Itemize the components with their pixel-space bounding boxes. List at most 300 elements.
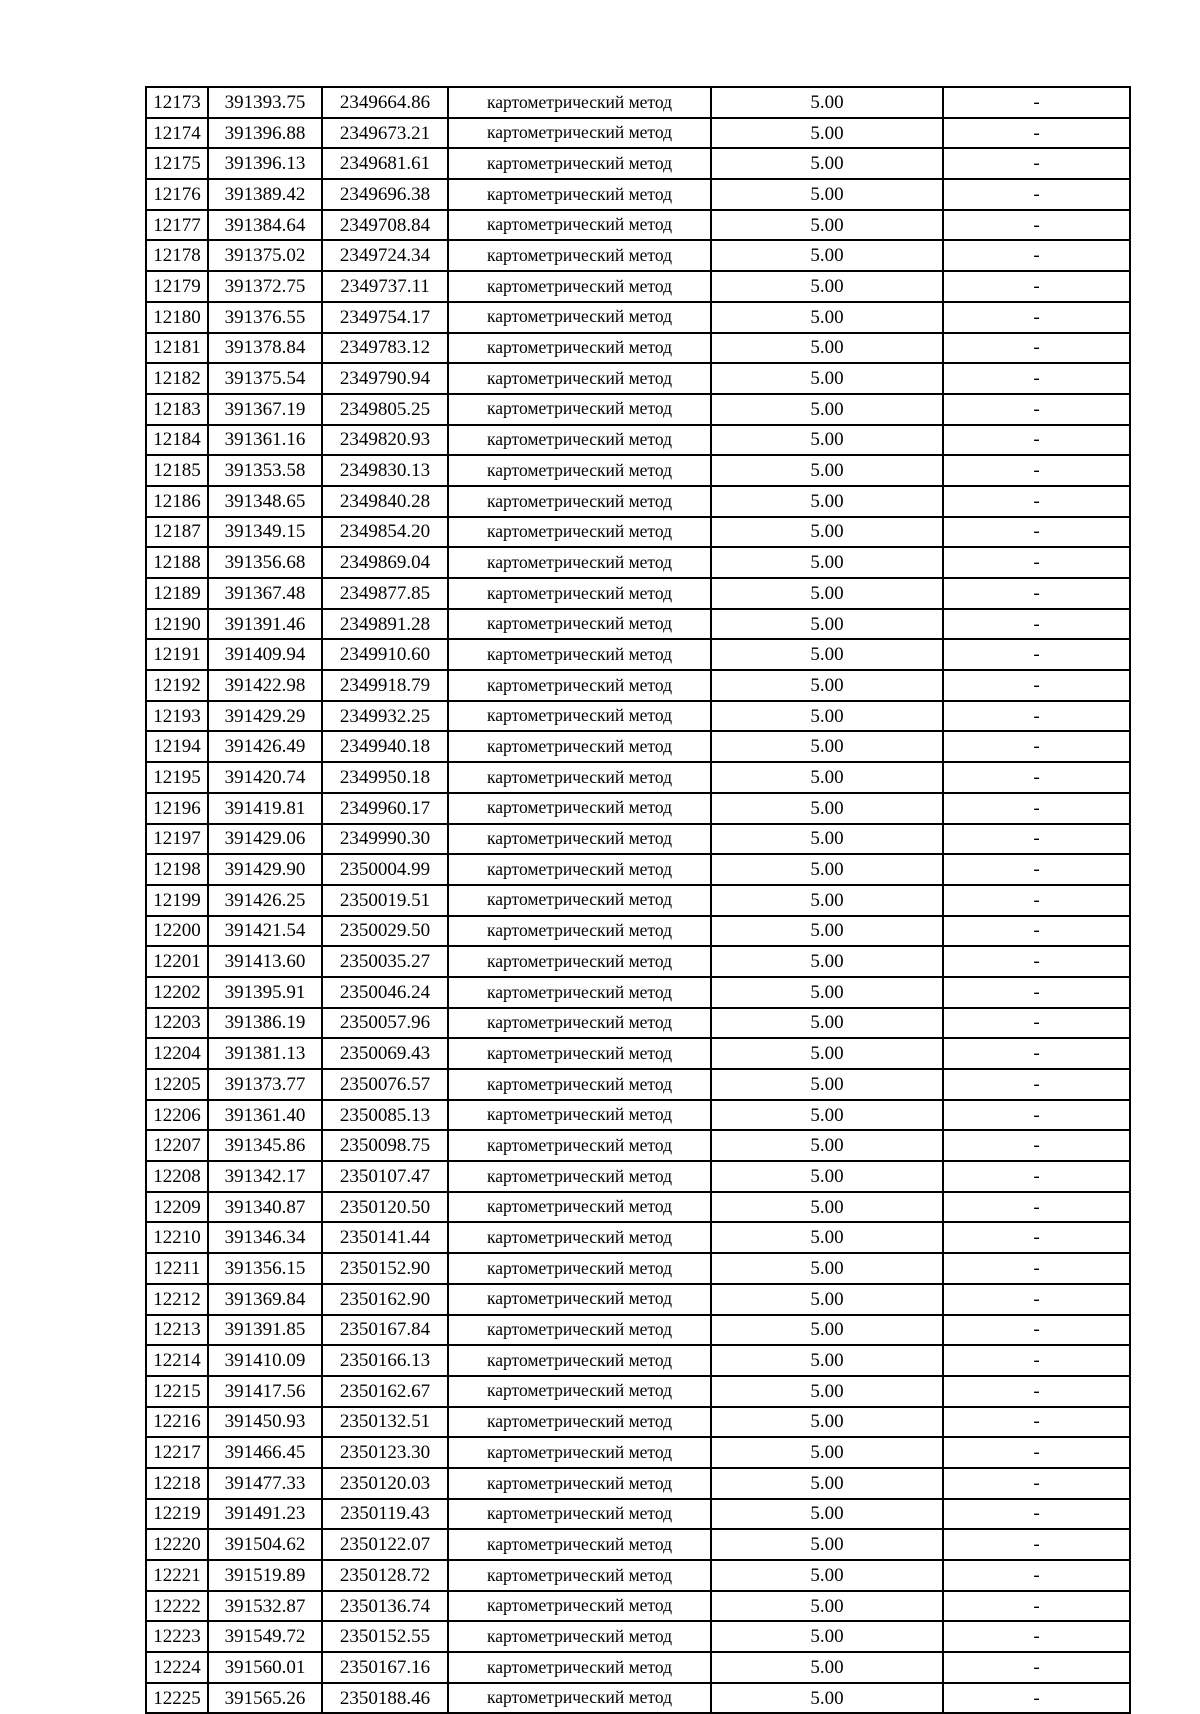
note-cell: - <box>943 701 1130 732</box>
note-cell: - <box>943 639 1130 670</box>
x-coordinate-cell: 391340.87 <box>208 1192 322 1223</box>
note-cell: - <box>943 271 1130 302</box>
accuracy-cell: 5.00 <box>711 1437 943 1468</box>
y-coordinate-cell: 2349696.38 <box>322 179 448 210</box>
method-cell: картометрический метод <box>448 731 711 762</box>
y-coordinate-cell: 2349805.25 <box>322 394 448 425</box>
point-number-cell: 12195 <box>146 762 208 793</box>
note-cell: - <box>943 1652 1130 1683</box>
table-row <box>146 1192 1130 1223</box>
method-cell: картометрический метод <box>448 1437 711 1468</box>
accuracy-cell: 5.00 <box>711 271 943 302</box>
accuracy-cell: 5.00 <box>711 578 943 609</box>
point-number-cell: 12183 <box>146 394 208 425</box>
point-number-cell: 12185 <box>146 455 208 486</box>
coordinates-table-body <box>146 87 1130 1713</box>
note-cell: - <box>943 1621 1130 1652</box>
note-cell: - <box>943 977 1130 1008</box>
note-cell: - <box>943 363 1130 394</box>
method-cell: картометрический метод <box>448 1130 711 1161</box>
y-coordinate-cell: 2350128.72 <box>322 1560 448 1591</box>
method-cell: картометрический метод <box>448 87 711 118</box>
y-coordinate-cell: 2349830.13 <box>322 455 448 486</box>
point-number-cell: 12198 <box>146 854 208 885</box>
x-coordinate-cell: 391396.13 <box>208 148 322 179</box>
point-number-cell: 12194 <box>146 731 208 762</box>
table-row <box>146 1652 1130 1683</box>
y-coordinate-cell: 2350004.99 <box>322 854 448 885</box>
y-coordinate-cell: 2349737.11 <box>322 271 448 302</box>
method-cell: картометрический метод <box>448 854 711 885</box>
y-coordinate-cell: 2349708.84 <box>322 210 448 241</box>
note-cell: - <box>943 1100 1130 1131</box>
y-coordinate-cell: 2350029.50 <box>322 916 448 947</box>
note-cell: - <box>943 731 1130 762</box>
note-cell: - <box>943 87 1130 118</box>
accuracy-cell: 5.00 <box>711 1161 943 1192</box>
y-coordinate-cell: 2350141.44 <box>322 1222 448 1253</box>
point-number-cell: 12225 <box>146 1683 208 1714</box>
x-coordinate-cell: 391353.58 <box>208 455 322 486</box>
point-number-cell: 12196 <box>146 793 208 824</box>
note-cell: - <box>943 670 1130 701</box>
table-row <box>146 1345 1130 1376</box>
note-cell: - <box>943 1529 1130 1560</box>
x-coordinate-cell: 391361.40 <box>208 1100 322 1131</box>
x-coordinate-cell: 391367.48 <box>208 578 322 609</box>
accuracy-cell: 5.00 <box>711 118 943 149</box>
y-coordinate-cell: 2350166.13 <box>322 1345 448 1376</box>
table-row <box>146 240 1130 271</box>
note-cell: - <box>943 1038 1130 1069</box>
y-coordinate-cell: 2349673.21 <box>322 118 448 149</box>
note-cell: - <box>943 455 1130 486</box>
point-number-cell: 12186 <box>146 486 208 517</box>
method-cell: картометрический метод <box>448 1376 711 1407</box>
method-cell: картометрический метод <box>448 1100 711 1131</box>
y-coordinate-cell: 2349910.60 <box>322 639 448 670</box>
accuracy-cell: 5.00 <box>711 425 943 456</box>
table-row <box>146 1591 1130 1622</box>
accuracy-cell: 5.00 <box>711 731 943 762</box>
point-number-cell: 12222 <box>146 1591 208 1622</box>
method-cell: картометрический метод <box>448 271 711 302</box>
point-number-cell: 12217 <box>146 1437 208 1468</box>
point-number-cell: 12182 <box>146 363 208 394</box>
accuracy-cell: 5.00 <box>711 639 943 670</box>
y-coordinate-cell: 2349891.28 <box>322 609 448 640</box>
note-cell: - <box>943 179 1130 210</box>
y-coordinate-cell: 2349820.93 <box>322 425 448 456</box>
x-coordinate-cell: 391345.86 <box>208 1130 322 1161</box>
note-cell: - <box>943 1437 1130 1468</box>
table-row <box>146 731 1130 762</box>
table-row <box>146 1376 1130 1407</box>
point-number-cell: 12189 <box>146 578 208 609</box>
accuracy-cell: 5.00 <box>711 1315 943 1346</box>
note-cell: - <box>943 240 1130 271</box>
x-coordinate-cell: 391375.02 <box>208 240 322 271</box>
table-row <box>146 1499 1130 1530</box>
y-coordinate-cell: 2349918.79 <box>322 670 448 701</box>
table-row <box>146 1560 1130 1591</box>
x-coordinate-cell: 391420.74 <box>208 762 322 793</box>
accuracy-cell: 5.00 <box>711 302 943 333</box>
note-cell: - <box>943 486 1130 517</box>
method-cell: картометрический метод <box>448 148 711 179</box>
table-row <box>146 609 1130 640</box>
table-row <box>146 670 1130 701</box>
method-cell: картометрический метод <box>448 762 711 793</box>
accuracy-cell: 5.00 <box>711 1683 943 1714</box>
x-coordinate-cell: 391342.17 <box>208 1161 322 1192</box>
method-cell: картометрический метод <box>448 1253 711 1284</box>
x-coordinate-cell: 391413.60 <box>208 946 322 977</box>
x-coordinate-cell: 391375.54 <box>208 363 322 394</box>
note-cell: - <box>943 1315 1130 1346</box>
accuracy-cell: 5.00 <box>711 1345 943 1376</box>
x-coordinate-cell: 391466.45 <box>208 1437 322 1468</box>
note-cell: - <box>943 824 1130 855</box>
accuracy-cell: 5.00 <box>711 333 943 364</box>
point-number-cell: 12219 <box>146 1499 208 1530</box>
table-row <box>146 210 1130 241</box>
y-coordinate-cell: 2350120.50 <box>322 1192 448 1223</box>
accuracy-cell: 5.00 <box>711 179 943 210</box>
y-coordinate-cell: 2349932.25 <box>322 701 448 732</box>
accuracy-cell: 5.00 <box>711 824 943 855</box>
y-coordinate-cell: 2350167.84 <box>322 1315 448 1346</box>
method-cell: картометрический метод <box>448 946 711 977</box>
x-coordinate-cell: 391477.33 <box>208 1468 322 1499</box>
y-coordinate-cell: 2350123.30 <box>322 1437 448 1468</box>
point-number-cell: 12220 <box>146 1529 208 1560</box>
table-row <box>146 578 1130 609</box>
method-cell: картометрический метод <box>448 701 711 732</box>
point-number-cell: 12201 <box>146 946 208 977</box>
y-coordinate-cell: 2350152.90 <box>322 1253 448 1284</box>
accuracy-cell: 5.00 <box>711 916 943 947</box>
x-coordinate-cell: 391384.64 <box>208 210 322 241</box>
note-cell: - <box>943 885 1130 916</box>
point-number-cell: 12200 <box>146 916 208 947</box>
point-number-cell: 12205 <box>146 1069 208 1100</box>
note-cell: - <box>943 1468 1130 1499</box>
method-cell: картометрический метод <box>448 578 711 609</box>
y-coordinate-cell: 2350152.55 <box>322 1621 448 1652</box>
x-coordinate-cell: 391565.26 <box>208 1683 322 1714</box>
point-number-cell: 12210 <box>146 1222 208 1253</box>
x-coordinate-cell: 391429.90 <box>208 854 322 885</box>
table-row <box>146 701 1130 732</box>
x-coordinate-cell: 391422.98 <box>208 670 322 701</box>
accuracy-cell: 5.00 <box>711 1652 943 1683</box>
accuracy-cell: 5.00 <box>711 1069 943 1100</box>
method-cell: картометрический метод <box>448 1345 711 1376</box>
x-coordinate-cell: 391410.09 <box>208 1345 322 1376</box>
table-row <box>146 1468 1130 1499</box>
note-cell: - <box>943 118 1130 149</box>
point-number-cell: 12174 <box>146 118 208 149</box>
table-row <box>146 118 1130 149</box>
x-coordinate-cell: 391356.15 <box>208 1253 322 1284</box>
method-cell: картометрический метод <box>448 333 711 364</box>
note-cell: - <box>943 302 1130 333</box>
accuracy-cell: 5.00 <box>711 1008 943 1039</box>
table-row <box>146 1407 1130 1438</box>
method-cell: картометрический метод <box>448 1652 711 1683</box>
accuracy-cell: 5.00 <box>711 670 943 701</box>
x-coordinate-cell: 391378.84 <box>208 333 322 364</box>
note-cell: - <box>943 148 1130 179</box>
note-cell: - <box>943 517 1130 548</box>
table-row <box>146 425 1130 456</box>
y-coordinate-cell: 2349990.30 <box>322 824 448 855</box>
point-number-cell: 12213 <box>146 1315 208 1346</box>
method-cell: картометрический метод <box>448 1683 711 1714</box>
method-cell: картометрический метод <box>448 210 711 241</box>
point-number-cell: 12178 <box>146 240 208 271</box>
accuracy-cell: 5.00 <box>711 946 943 977</box>
table-row <box>146 517 1130 548</box>
y-coordinate-cell: 2349790.94 <box>322 363 448 394</box>
point-number-cell: 12173 <box>146 87 208 118</box>
method-cell: картометрический метод <box>448 1038 711 1069</box>
point-number-cell: 12207 <box>146 1130 208 1161</box>
method-cell: картометрический метод <box>448 824 711 855</box>
x-coordinate-cell: 391426.49 <box>208 731 322 762</box>
accuracy-cell: 5.00 <box>711 762 943 793</box>
table-row <box>146 363 1130 394</box>
point-number-cell: 12191 <box>146 639 208 670</box>
point-number-cell: 12187 <box>146 517 208 548</box>
accuracy-cell: 5.00 <box>711 210 943 241</box>
point-number-cell: 12199 <box>146 885 208 916</box>
y-coordinate-cell: 2350085.13 <box>322 1100 448 1131</box>
accuracy-cell: 5.00 <box>711 1560 943 1591</box>
point-number-cell: 12177 <box>146 210 208 241</box>
accuracy-cell: 5.00 <box>711 1222 943 1253</box>
y-coordinate-cell: 2350122.07 <box>322 1529 448 1560</box>
y-coordinate-cell: 2350019.51 <box>322 885 448 916</box>
accuracy-cell: 5.00 <box>711 1253 943 1284</box>
point-number-cell: 12208 <box>146 1161 208 1192</box>
x-coordinate-cell: 391429.29 <box>208 701 322 732</box>
table-row <box>146 1437 1130 1468</box>
x-coordinate-cell: 391560.01 <box>208 1652 322 1683</box>
coordinates-table <box>145 86 1131 1714</box>
y-coordinate-cell: 2350120.03 <box>322 1468 448 1499</box>
y-coordinate-cell: 2349950.18 <box>322 762 448 793</box>
y-coordinate-cell: 2349754.17 <box>322 302 448 333</box>
point-number-cell: 12197 <box>146 824 208 855</box>
accuracy-cell: 5.00 <box>711 701 943 732</box>
note-cell: - <box>943 210 1130 241</box>
y-coordinate-cell: 2349854.20 <box>322 517 448 548</box>
point-number-cell: 12193 <box>146 701 208 732</box>
y-coordinate-cell: 2349840.28 <box>322 486 448 517</box>
y-coordinate-cell: 2350119.43 <box>322 1499 448 1530</box>
x-coordinate-cell: 391429.06 <box>208 824 322 855</box>
y-coordinate-cell: 2349877.85 <box>322 578 448 609</box>
point-number-cell: 12190 <box>146 609 208 640</box>
x-coordinate-cell: 391421.54 <box>208 916 322 947</box>
method-cell: картометрический метод <box>448 179 711 210</box>
table-row <box>146 1130 1130 1161</box>
accuracy-cell: 5.00 <box>711 455 943 486</box>
table-row <box>146 1161 1130 1192</box>
table-row <box>146 271 1130 302</box>
accuracy-cell: 5.00 <box>711 1376 943 1407</box>
x-coordinate-cell: 391519.89 <box>208 1560 322 1591</box>
method-cell: картометрический метод <box>448 1008 711 1039</box>
point-number-cell: 12206 <box>146 1100 208 1131</box>
table-row <box>146 1038 1130 1069</box>
accuracy-cell: 5.00 <box>711 1407 943 1438</box>
note-cell: - <box>943 425 1130 456</box>
x-coordinate-cell: 391361.16 <box>208 425 322 456</box>
x-coordinate-cell: 391491.23 <box>208 1499 322 1530</box>
y-coordinate-cell: 2349724.34 <box>322 240 448 271</box>
accuracy-cell: 5.00 <box>711 363 943 394</box>
method-cell: картометрический метод <box>448 1529 711 1560</box>
method-cell: картометрический метод <box>448 1407 711 1438</box>
point-number-cell: 12214 <box>146 1345 208 1376</box>
x-coordinate-cell: 391450.93 <box>208 1407 322 1438</box>
table-row <box>146 486 1130 517</box>
point-number-cell: 12179 <box>146 271 208 302</box>
table-row <box>146 1683 1130 1714</box>
method-cell: картометрический метод <box>448 1161 711 1192</box>
method-cell: картометрический метод <box>448 240 711 271</box>
accuracy-cell: 5.00 <box>711 547 943 578</box>
y-coordinate-cell: 2349940.18 <box>322 731 448 762</box>
table-row <box>146 762 1130 793</box>
table-row <box>146 87 1130 118</box>
note-cell: - <box>943 762 1130 793</box>
method-cell: картометрический метод <box>448 394 711 425</box>
y-coordinate-cell: 2349783.12 <box>322 333 448 364</box>
table-row <box>146 885 1130 916</box>
y-coordinate-cell: 2350162.90 <box>322 1284 448 1315</box>
accuracy-cell: 5.00 <box>711 240 943 271</box>
method-cell: картометрический метод <box>448 670 711 701</box>
point-number-cell: 12216 <box>146 1407 208 1438</box>
note-cell: - <box>943 609 1130 640</box>
y-coordinate-cell: 2350188.46 <box>322 1683 448 1714</box>
table-row <box>146 394 1130 425</box>
note-cell: - <box>943 1069 1130 1100</box>
point-number-cell: 12188 <box>146 547 208 578</box>
table-row <box>146 455 1130 486</box>
note-cell: - <box>943 1253 1130 1284</box>
point-number-cell: 12215 <box>146 1376 208 1407</box>
point-number-cell: 12181 <box>146 333 208 364</box>
note-cell: - <box>943 1008 1130 1039</box>
y-coordinate-cell: 2350167.16 <box>322 1652 448 1683</box>
method-cell: картометрический метод <box>448 639 711 670</box>
point-number-cell: 12202 <box>146 977 208 1008</box>
point-number-cell: 12203 <box>146 1008 208 1039</box>
note-cell: - <box>943 1591 1130 1622</box>
table-row <box>146 1621 1130 1652</box>
y-coordinate-cell: 2350069.43 <box>322 1038 448 1069</box>
x-coordinate-cell: 391419.81 <box>208 793 322 824</box>
method-cell: картометрический метод <box>448 1069 711 1100</box>
table-row <box>146 148 1130 179</box>
table-row <box>146 179 1130 210</box>
note-cell: - <box>943 1376 1130 1407</box>
note-cell: - <box>943 578 1130 609</box>
x-coordinate-cell: 391381.13 <box>208 1038 322 1069</box>
point-number-cell: 12192 <box>146 670 208 701</box>
method-cell: картометрический метод <box>448 1468 711 1499</box>
method-cell: картометрический метод <box>448 1621 711 1652</box>
y-coordinate-cell: 2349869.04 <box>322 547 448 578</box>
x-coordinate-cell: 391348.65 <box>208 486 322 517</box>
x-coordinate-cell: 391393.75 <box>208 87 322 118</box>
table-row <box>146 854 1130 885</box>
x-coordinate-cell: 391349.15 <box>208 517 322 548</box>
method-cell: картометрический метод <box>448 916 711 947</box>
accuracy-cell: 5.00 <box>711 1130 943 1161</box>
method-cell: картометрический метод <box>448 1284 711 1315</box>
y-coordinate-cell: 2350162.67 <box>322 1376 448 1407</box>
table-row <box>146 1069 1130 1100</box>
point-number-cell: 12211 <box>146 1253 208 1284</box>
method-cell: картометрический метод <box>448 517 711 548</box>
table-row <box>146 1529 1130 1560</box>
note-cell: - <box>943 1192 1130 1223</box>
x-coordinate-cell: 391426.25 <box>208 885 322 916</box>
x-coordinate-cell: 391389.42 <box>208 179 322 210</box>
table-row <box>146 824 1130 855</box>
method-cell: картометрический метод <box>448 1192 711 1223</box>
point-number-cell: 12176 <box>146 179 208 210</box>
note-cell: - <box>943 854 1130 885</box>
method-cell: картометрический метод <box>448 793 711 824</box>
method-cell: картометрический метод <box>448 1499 711 1530</box>
accuracy-cell: 5.00 <box>711 793 943 824</box>
x-coordinate-cell: 391346.34 <box>208 1222 322 1253</box>
point-number-cell: 12184 <box>146 425 208 456</box>
accuracy-cell: 5.00 <box>711 394 943 425</box>
y-coordinate-cell: 2349681.61 <box>322 148 448 179</box>
note-cell: - <box>943 1284 1130 1315</box>
y-coordinate-cell: 2350057.96 <box>322 1008 448 1039</box>
method-cell: картометрический метод <box>448 885 711 916</box>
point-number-cell: 12209 <box>146 1192 208 1223</box>
y-coordinate-cell: 2350132.51 <box>322 1407 448 1438</box>
x-coordinate-cell: 391395.91 <box>208 977 322 1008</box>
method-cell: картометрический метод <box>448 118 711 149</box>
note-cell: - <box>943 1683 1130 1714</box>
x-coordinate-cell: 391409.94 <box>208 639 322 670</box>
note-cell: - <box>943 1222 1130 1253</box>
table-row <box>146 547 1130 578</box>
table-row <box>146 946 1130 977</box>
x-coordinate-cell: 391504.62 <box>208 1529 322 1560</box>
y-coordinate-cell: 2350035.27 <box>322 946 448 977</box>
table-row <box>146 333 1130 364</box>
table-row <box>146 302 1130 333</box>
method-cell: картометрический метод <box>448 1560 711 1591</box>
accuracy-cell: 5.00 <box>711 1621 943 1652</box>
x-coordinate-cell: 391386.19 <box>208 1008 322 1039</box>
accuracy-cell: 5.00 <box>711 87 943 118</box>
point-number-cell: 12175 <box>146 148 208 179</box>
point-number-cell: 12204 <box>146 1038 208 1069</box>
